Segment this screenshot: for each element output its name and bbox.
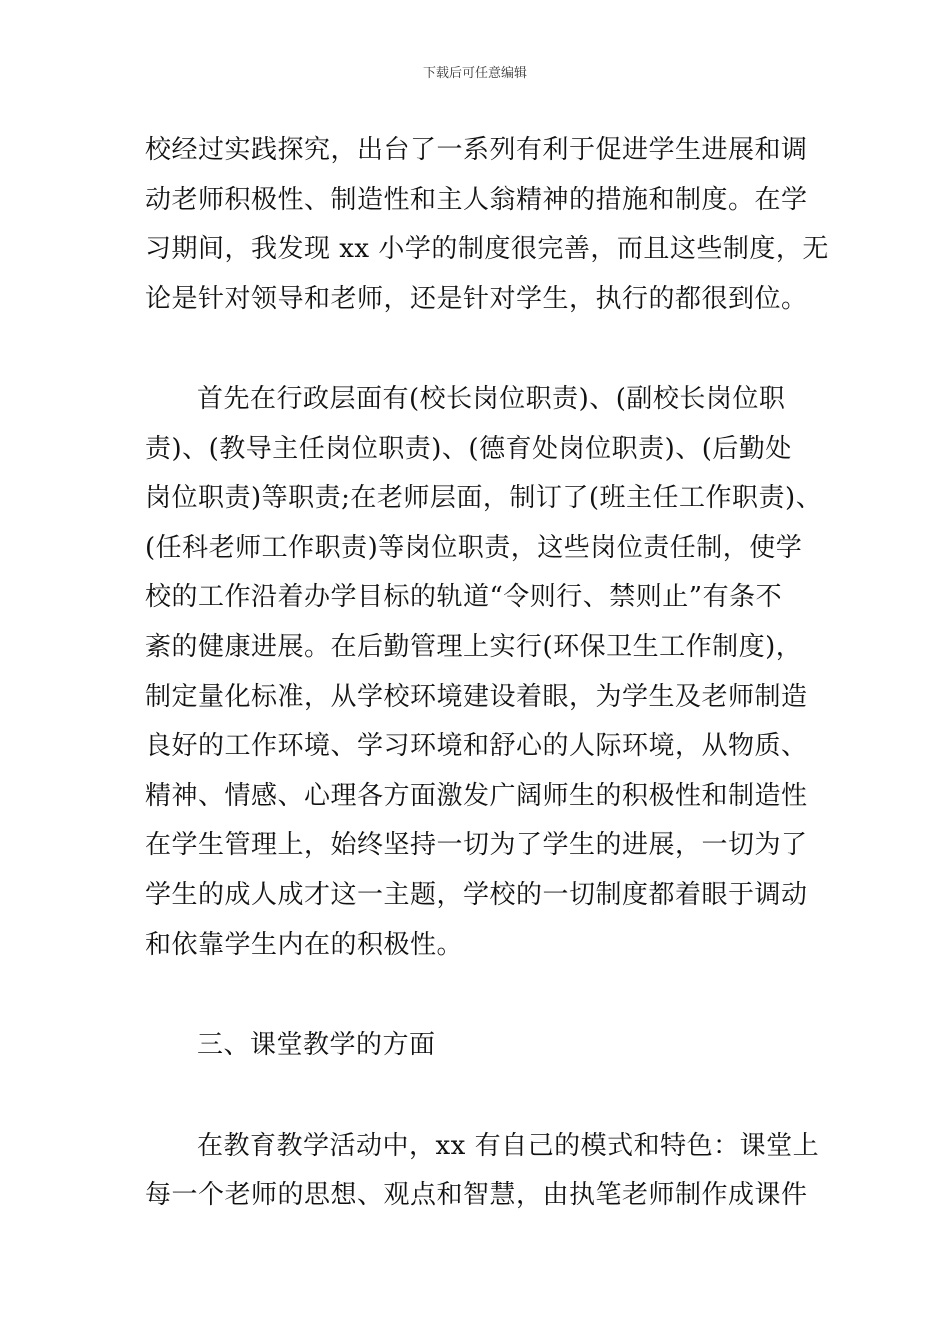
paragraph-2-line-1: 首先在行政层面有(校长岗位职责)、(副校长岗位职 <box>197 384 786 414</box>
paragraph-2-line-9: 精神、情感、心理各方面激发广阔师生的积极性和制造性 <box>145 781 808 811</box>
paragraph-2-line-3: 岗位职责)等职责;在老师层面，制订了(班主任工作职责)、 <box>145 483 823 513</box>
paragraph-3-line-1: 在教育教学活动中，xx 有自己的模式和特色：课堂上 <box>197 1131 820 1161</box>
header-note: 下载后可任意编辑 <box>422 66 527 81</box>
paragraph-1-line-2: 动老师积极性、制造性和主人翁精神的措施和制度。在学 <box>145 185 808 215</box>
paragraph-2-line-7: 制定量化标准，从学校环境建设着眼，为学生及老师制造 <box>145 682 808 712</box>
paragraph-1-line-4: 论是针对领导和老师，还是针对学生，执行的都很到位。 <box>145 284 808 314</box>
paragraph-2-line-6: 紊的健康进展。在后勤管理上实行(环保卫生工作制度)， <box>145 632 803 662</box>
paragraph-2-line-5: 校的工作沿着办学目标的轨道“令则行、禁则止”有条不 <box>145 582 783 612</box>
paragraph-2-line-11: 学生的成人成才这一主题，学校的一切制度都着眼于调动 <box>145 880 808 910</box>
paragraph-3-line-2: 每一个老师的思想、观点和智慧，由执笔老师制作成课件 <box>145 1180 808 1210</box>
paragraph-2-line-4: (任科老师工作职责)等岗位职责，这些岗位责任制，使学 <box>145 533 803 563</box>
section-heading: 三、课堂教学的方面 <box>197 1030 436 1060</box>
paragraph-2-line-2: 责)、(教导主任岗位职责)、(德育处岗位职责)、(后勤处 <box>145 434 792 464</box>
paragraph-2-line-8: 良好的工作环境、学习环境和舒心的人际环境，从物质、 <box>145 731 808 761</box>
paragraph-1-line-1: 校经过实践探究，出台了一系列有利于促进学生进展和调 <box>145 135 808 165</box>
paragraph-2-line-10: 在学生管理上，始终坚持一切为了学生的进展，一切为了 <box>145 830 808 860</box>
paragraph-2-line-12: 和依靠学生内在的积极性。 <box>145 930 464 960</box>
paragraph-1-line-3: 习期间，我发现 xx 小学的制度很完善，而且这些制度，无 <box>145 234 829 264</box>
